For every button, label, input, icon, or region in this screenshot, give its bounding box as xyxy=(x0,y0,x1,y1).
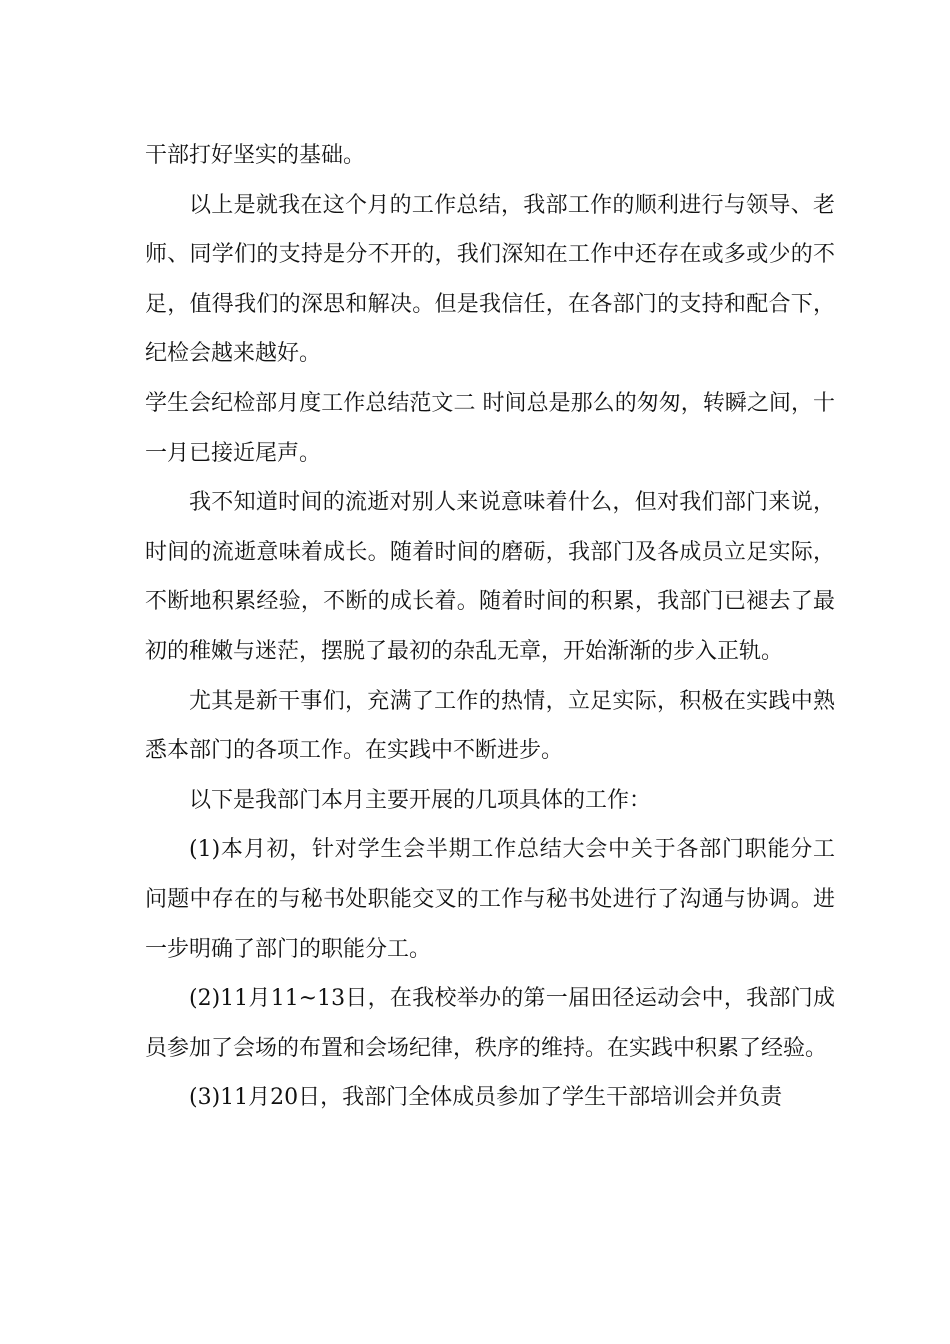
paragraph: (2)11月11~13日，在我校举办的第一届田径运动会中，我部门成员参加了会场的布置和会场纪律，秩序的维持。在实践中积累了经验。 xyxy=(145,986,835,1061)
paragraph-text: 时间总是那么的匆匆，转瞬之间，十一月已接近尾声。 xyxy=(145,390,835,466)
heading-gap xyxy=(475,391,482,416)
paragraph: (3)11月20日，我部门全体成员参加了学生干部培训会并负责 xyxy=(189,1085,783,1111)
paragraph: 以上是就我在这个月的工作总结，我部工作的顺利进行与领导、老师、同学们的支持是分不开的，我们深知在工作中还存在或多或少的不足，值得我们的深思和解决。但是我信任，在各部门的支持和配合下，纪检会越来越好。 xyxy=(145,192,835,367)
paragraph: 我不知道时间的流逝对别人来说意味着什么，但对我们部门来说，时间的流逝意味着成长。随着时间的磨砺，我部门及各成员立足实际，不断地积累经验，不断的成长着。随着时间的积累，我部门已褪去了最初的稚嫩与迷茫，摆脱了最初的杂乱无章，开始渐渐的步入正轨。 xyxy=(145,490,835,664)
paragraph: (1)本月初，针对学生会半期工作总结大会中关于各部门职能分工问题中存在的与秘书处职能交叉的工作与秘书处进行了沟通与协调。进一步明确了部门的职能分工。 xyxy=(145,837,835,962)
paragraph: 干部打好坚实的基础。 xyxy=(145,143,366,168)
paragraph: 尤其是新干事们，充满了工作的热情，立足实际，积极在实践中熟悉本部门的各项工作。在实践中不断进步。 xyxy=(145,688,835,764)
paragraph: 以下是我部门本月主要开展的几项具体的工作： xyxy=(189,787,652,813)
paragraph-with-heading xyxy=(145,379,835,478)
document-body xyxy=(145,131,835,1123)
section-heading: 学生会纪检部月度工作总结范文二 xyxy=(145,390,476,416)
